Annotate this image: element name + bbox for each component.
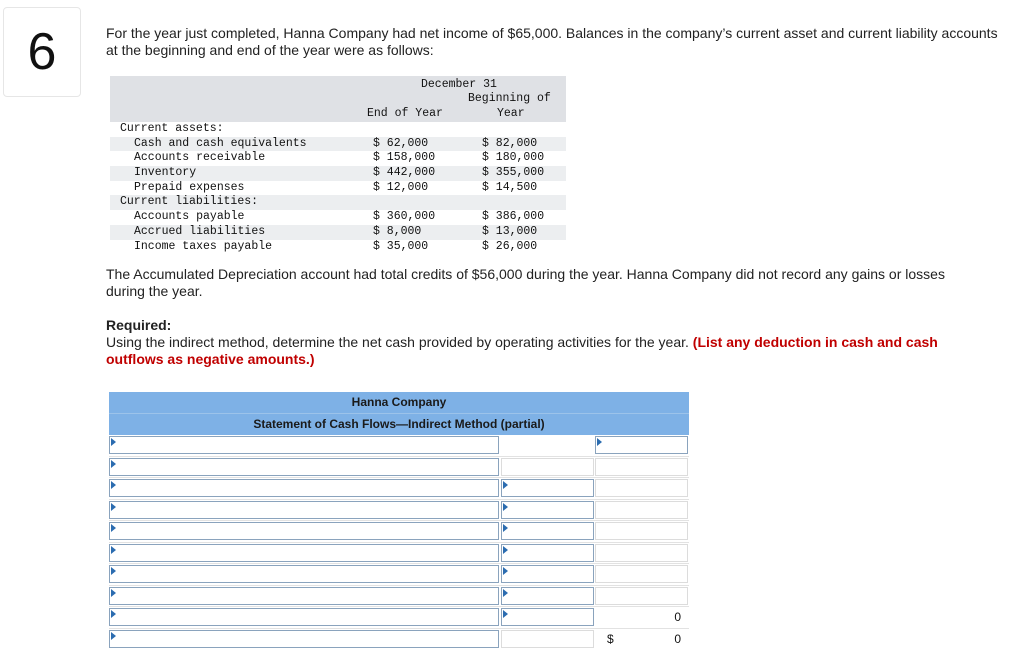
dropdown-arrow-icon [503, 589, 508, 597]
cf-label-input[interactable] [109, 587, 499, 605]
balance-begin-value: $ 13,000 [482, 224, 538, 238]
balance-begin-value: $ 386,000 [482, 210, 545, 224]
cf-label-input[interactable] [109, 479, 499, 497]
dropdown-arrow-icon [111, 567, 116, 575]
cash-flow-statement [109, 392, 689, 650]
dropdown-arrow-icon [111, 503, 116, 511]
depreciation-paragraph: The Accumulated Depreciation account had total credits of $56,000 during the year. Hanna Company did not record any gains or losses during the year. [106, 266, 945, 299]
cf-row [109, 457, 689, 479]
cf-row [109, 564, 689, 586]
cf-amount-input[interactable] [501, 479, 594, 497]
dropdown-arrow-icon [597, 438, 602, 446]
balance-row-label: Cash and cash equivalents [134, 136, 307, 150]
balance-row-label: Accounts payable [134, 210, 245, 224]
cf-amount-input[interactable] [501, 587, 594, 605]
balances-table [110, 76, 566, 254]
cf-label-input[interactable] [109, 544, 499, 562]
balance-row-label: Inventory [134, 166, 197, 180]
dropdown-arrow-icon [111, 589, 116, 597]
balance-row [110, 240, 566, 255]
balance-row [110, 151, 566, 166]
cf-label-input[interactable] [109, 608, 499, 626]
cf-amount-placeholder [501, 630, 594, 648]
cf-total-placeholder [595, 479, 688, 497]
cf-label-input[interactable] [109, 501, 499, 519]
cf-label-input[interactable] [109, 436, 499, 454]
cf-amount-input[interactable] [501, 522, 594, 540]
balance-end-value: $ 158,000 [373, 151, 436, 165]
balance-row-label: Current assets: [120, 122, 224, 135]
required-note: (List any deduction in cash and cash outflows as negative amounts.) [106, 334, 938, 367]
balance-begin-value: $ 14,500 [482, 180, 538, 194]
dropdown-arrow-icon [111, 610, 116, 618]
cf-total-value: 0 [674, 631, 681, 646]
balance-row-label: Prepaid expenses [134, 180, 245, 194]
header-beginning-of: Beginning of [468, 92, 551, 105]
balances-rows [110, 122, 566, 254]
dropdown-arrow-icon [111, 632, 116, 640]
cf-label-input[interactable] [109, 522, 499, 540]
balance-begin-value: $ 355,000 [482, 166, 545, 180]
balance-row-label: Accrued liabilities [134, 224, 266, 238]
balance-end-value: $ 62,000 [373, 136, 429, 150]
balance-row-label: Accounts receivable [134, 151, 266, 165]
balance-row-label: Income taxes payable [134, 239, 273, 253]
balance-end-value: $ 8,000 [373, 224, 422, 238]
cf-label-input[interactable] [109, 458, 499, 476]
cf-dollar-sign: $ [607, 631, 614, 646]
cf-subtotal-value: 0 [674, 610, 681, 624]
cf-row [109, 500, 689, 522]
balance-row [110, 122, 566, 137]
required-instruction: Using the indirect method, determine the net cash provided by operating activities for the year. [106, 334, 689, 350]
dropdown-arrow-icon [111, 546, 116, 554]
cf-row [109, 607, 689, 629]
cf-row [109, 478, 689, 500]
cf-total-placeholder [595, 501, 688, 519]
cf-row [109, 543, 689, 565]
dropdown-arrow-icon [503, 546, 508, 554]
dropdown-arrow-icon [503, 524, 508, 532]
balance-row [110, 195, 566, 210]
balance-end-value: $ 442,000 [373, 166, 436, 180]
cf-total-placeholder [595, 587, 688, 605]
cf-total-placeholder [595, 522, 688, 540]
balance-row-label: Current liabilities: [120, 195, 259, 209]
dropdown-arrow-icon [503, 610, 508, 618]
cf-amount-input[interactable] [501, 544, 594, 562]
dropdown-arrow-icon [111, 460, 116, 468]
header-end-of-year: End of Year [367, 107, 443, 120]
balance-row [110, 181, 566, 196]
dropdown-arrow-icon [111, 481, 116, 489]
cf-total-input[interactable] [595, 436, 688, 454]
cf-row [109, 435, 689, 457]
cf-statement-title: Statement of Cash Flows—Indirect Method (partial) [109, 413, 689, 435]
required-text [106, 334, 996, 368]
cf-amount-input[interactable] [501, 565, 594, 583]
dropdown-arrow-icon [111, 524, 116, 532]
cf-total-placeholder [595, 458, 688, 476]
header-december: December 31 [421, 78, 497, 91]
balance-row [110, 210, 566, 225]
dropdown-arrow-icon [503, 567, 508, 575]
cf-company-name: Hanna Company [109, 392, 689, 413]
cf-label-input[interactable] [109, 630, 499, 648]
intro-text: For the year just completed, Hanna Company had net income of $65,000. Balances in the company’s current asset and current liability accounts at the beginning and end of the year were as follows: [106, 25, 998, 58]
header-year: Year [497, 107, 525, 120]
cf-row [109, 629, 689, 651]
required-title: Required: [106, 317, 172, 333]
balance-end-value: $ 35,000 [373, 239, 429, 253]
balance-begin-value: $ 26,000 [482, 239, 538, 253]
dropdown-arrow-icon [111, 438, 116, 446]
dropdown-arrow-icon [503, 503, 508, 511]
cf-row [109, 586, 689, 608]
balance-end-value: $ 360,000 [373, 210, 436, 224]
cf-label-input[interactable] [109, 565, 499, 583]
balances-header [110, 76, 566, 122]
cf-total-placeholder [595, 544, 688, 562]
dropdown-arrow-icon [503, 481, 508, 489]
cf-amount-input[interactable] [501, 608, 594, 626]
cf-total-placeholder [595, 565, 688, 583]
balance-row [110, 137, 566, 152]
balance-begin-value: $ 82,000 [482, 136, 538, 150]
question-number: 6 [3, 7, 81, 97]
cf-amount-placeholder [501, 458, 594, 476]
balance-end-value: $ 12,000 [373, 180, 429, 194]
balance-row [110, 166, 566, 181]
cf-amount-input[interactable] [501, 501, 594, 519]
balance-row [110, 225, 566, 240]
cf-row [109, 521, 689, 543]
balance-begin-value: $ 180,000 [482, 151, 545, 165]
